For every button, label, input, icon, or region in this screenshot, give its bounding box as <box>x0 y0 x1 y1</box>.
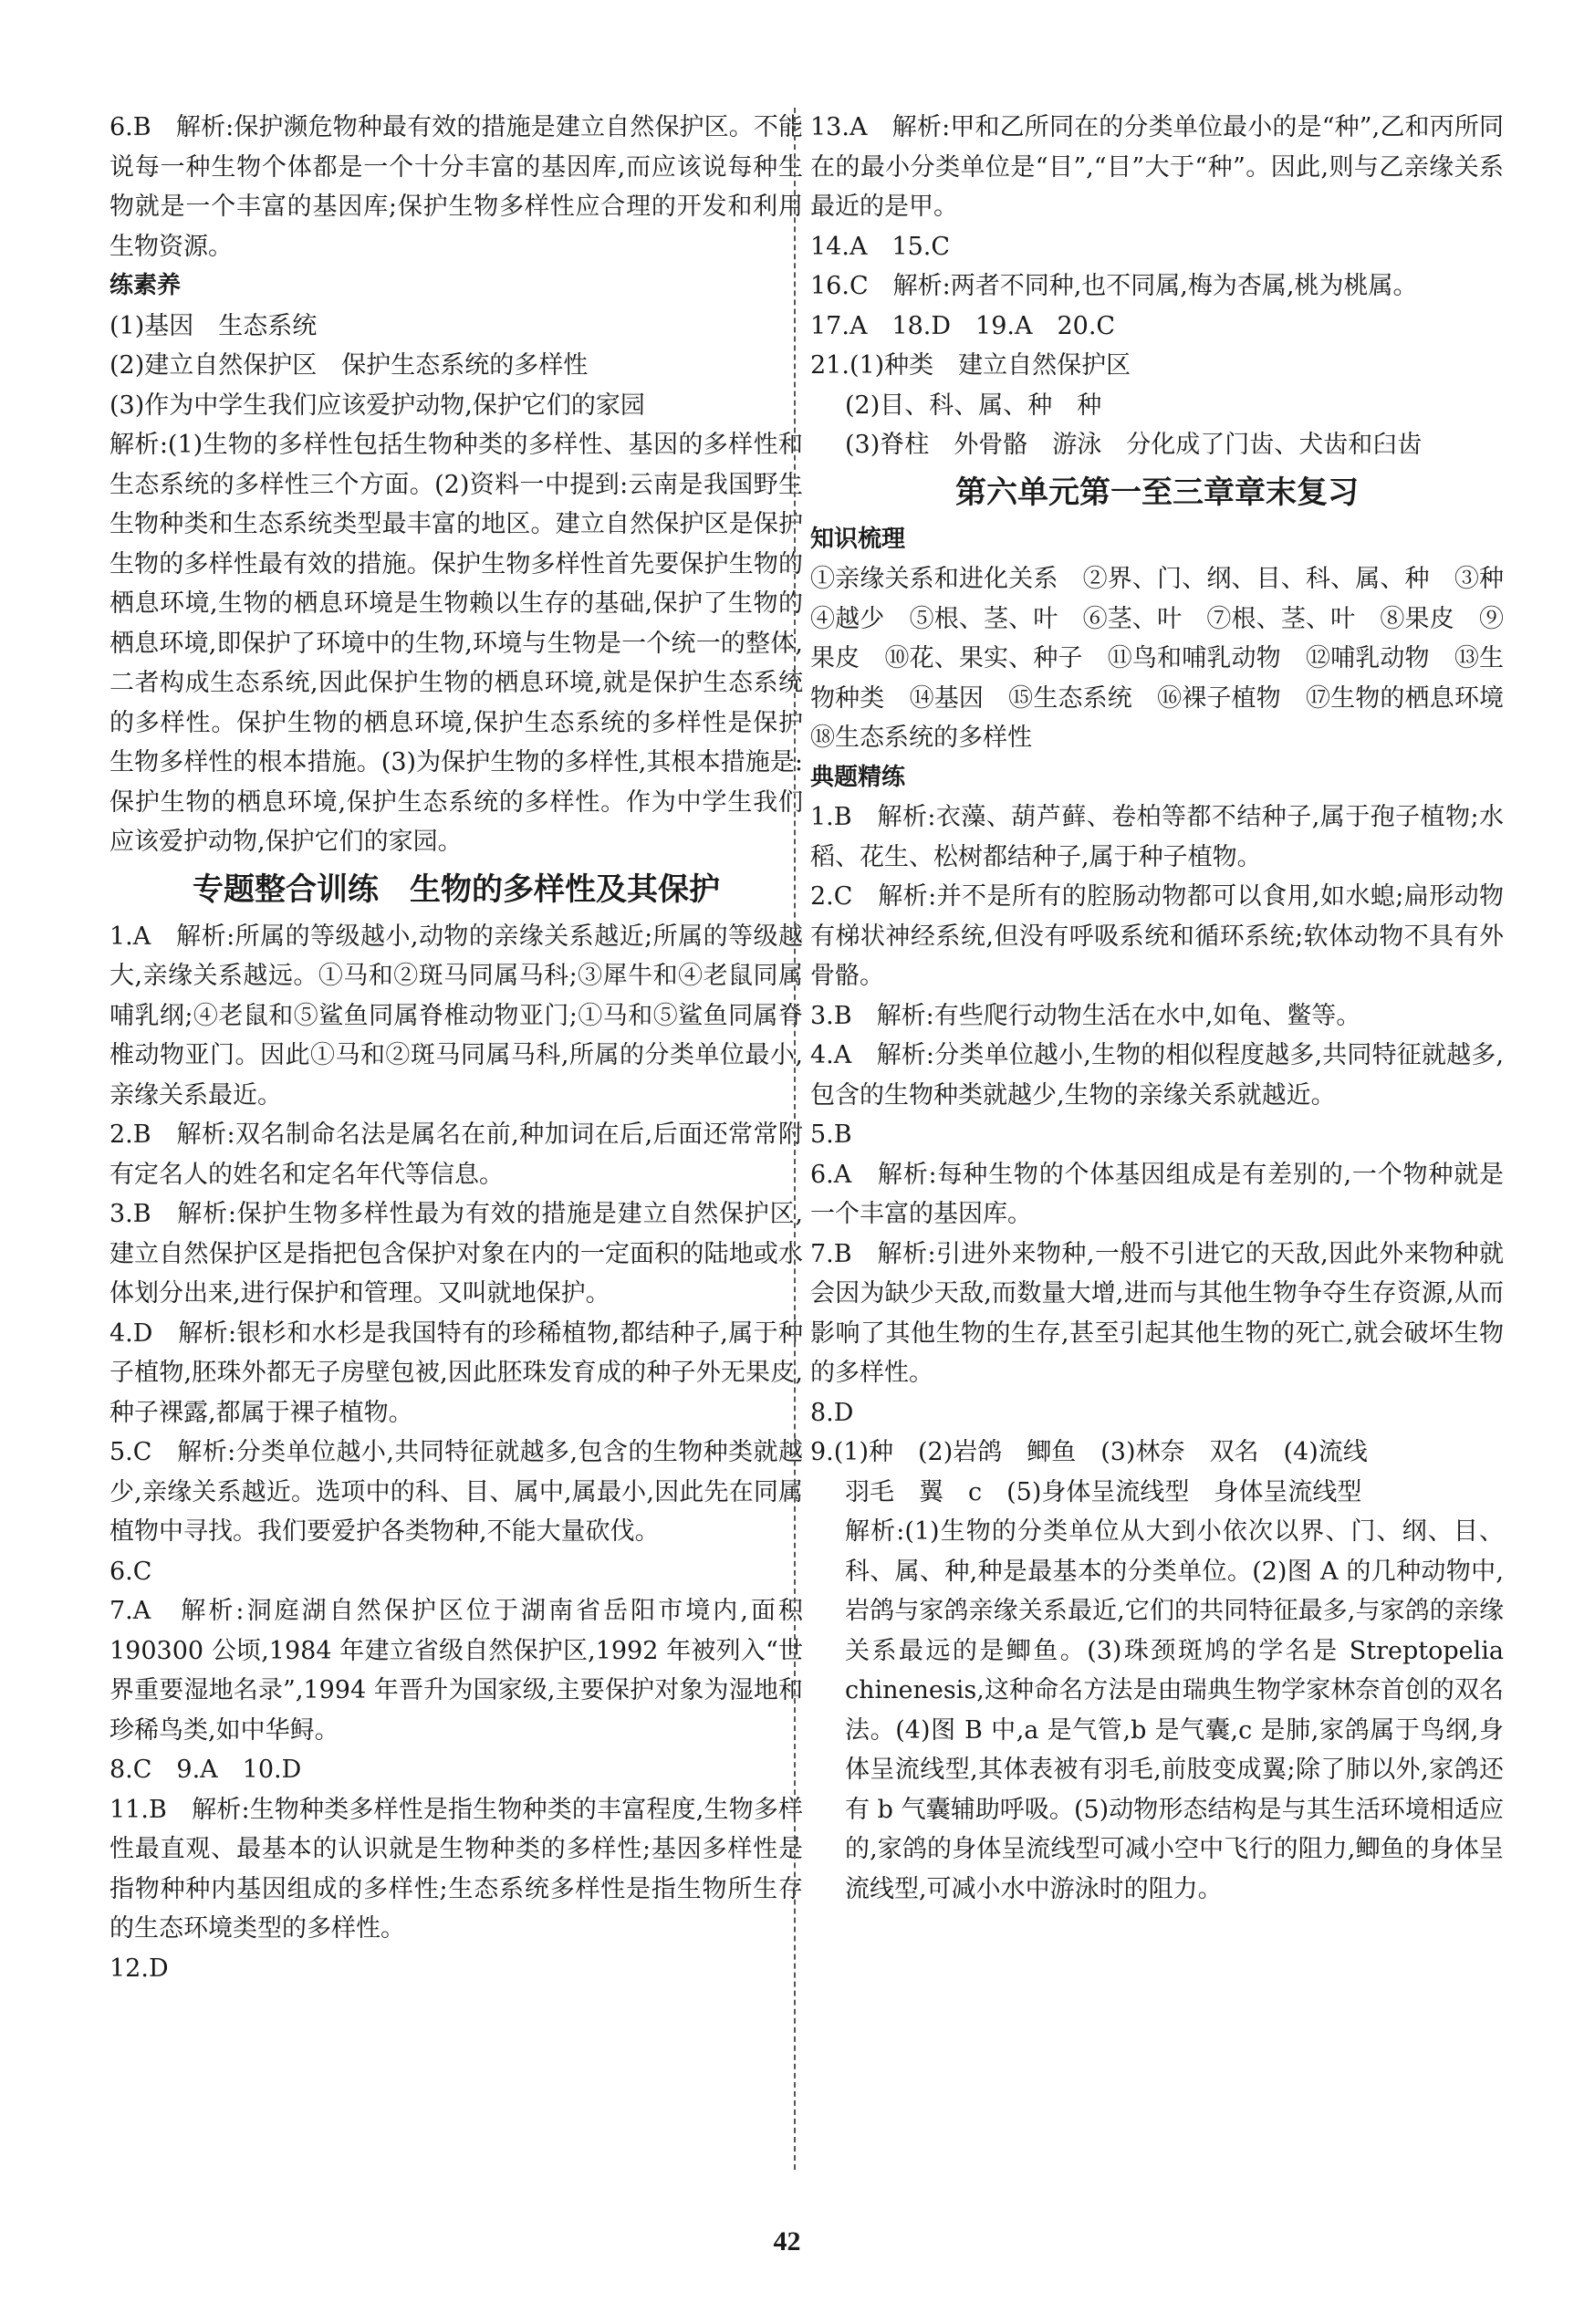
section-title: 专题整合训练 生物的多样性及其保护 <box>193 870 720 908</box>
answer-item: 8.D <box>810 1398 854 1427</box>
answer-item: 14.A 15.C <box>810 232 951 261</box>
answer-item: 6.A 解析:每种生物的个体基因组成是有差别的,一个物种就是一个丰富的基因库。 <box>810 1160 1504 1228</box>
page-number: 42 <box>773 2226 801 2256</box>
unit-title: 第六单元第一至三章章末复习 <box>955 474 1359 511</box>
answer-item: 3.B 解析:保护生物多样性最为有效的措施是建立自然保护区,建立自然保护区是指把包含保护对象在内的一定面积的陆地或水体划分出来,进行保护和管理。又叫就地保护。 <box>109 1200 803 1308</box>
answer-item: 6.C <box>109 1557 152 1586</box>
right-column <box>810 108 1528 1909</box>
answer-item: 2.B 解析:双名制命名法是属名在前,种加词在后,后面还常常附有定名人的姓名和定名年代等信息。 <box>109 1120 803 1189</box>
answer-item: 5.C 解析:分类单位越小,共同特征就越多,包含的生物种类就越少,亲缘关系越近。选项中的科、目、属中,属最小,因此先在同属植物中寻找。我们要爱护各类物种,不能大量砍伐。 <box>109 1438 803 1546</box>
answer-item: 5.B <box>810 1120 852 1149</box>
practice-answer-2: (2)建立自然保护区 保护生态系统的多样性 <box>109 351 589 380</box>
answer-item: 4.D 解析:银杉和水杉是我国特有的珍稀植物,都结种子,属于种子植物,胚珠外都无子房壁包被,因此胚珠发育成的种子外无果皮,种子裸露,都属于裸子植物。 <box>109 1318 803 1427</box>
answer-item: 2.C 解析:并不是所有的腔肠动物都可以食用,如水螅;扁形动物有梯状神经系统,但没有呼吸系统和循环系统;软体动物不具有外骨骼。 <box>810 882 1504 990</box>
answer-9-line-2: 羽毛 翼 c (5)身体呈流线型 身体呈流线型 <box>845 1477 1362 1506</box>
answer-9-line-1: 9.(1)种 (2)岩鸽 鲫鱼 (3)林奈 双名 (4)流线 <box>810 1438 1368 1466</box>
answer-item: 4.A 解析:分类单位越小,生物的相似程度越多,共同特征就越多,包含的生物种类就越少,生物的亲缘关系就越近。 <box>810 1041 1504 1110</box>
answer-item: 1.A 解析:所属的等级越小,动物的亲缘关系越近;所属的等级越大,亲缘关系越远。①马和②斑马同属马科;③犀牛和④老鼠同属哺乳纲;④老鼠和⑤鲨鱼同属脊椎动物亚门;①马和⑤鲨鱼同属脊椎动物亚门。因此①马和②斑马同属马科,所属的分类单位最小,亲缘关系最近。 <box>109 922 803 1110</box>
answer-item: 16.C 解析:两者不同种,也不同属,梅为杏属,桃为桃属。 <box>810 272 1418 300</box>
answer-item: 3.B 解析:有些爬行动物生活在水中,如龟、鳖等。 <box>810 1001 1361 1030</box>
practice-label: 典题精练 <box>810 763 906 791</box>
answer-item: 7.A 解析:洞庭湖自然保护区位于湖南省岳阳市境内,面积 190300 公顷,1984 年建立省级自然保护区,1992 年被列入“世界重要湿地名录”,1994 年晋升为国家级,主要保护对象为湿地和珍稀鸟类,如中华鲟。 <box>109 1597 803 1745</box>
answer-21-part-2: (2)目、科、属、种 种 <box>845 391 1102 420</box>
practice-answer-3: (3)作为中学生我们应该爱护动物,保护它们的家园 <box>109 391 645 420</box>
practice-answer-1: (1)基因 生态系统 <box>109 311 318 340</box>
left-column <box>109 108 803 1988</box>
answer-6: 6.B 解析:保护濒危物种最有效的措施是建立自然保护区。不能说每一种生物个体都是一个十分丰富的基因库,而应该说每种生物就是一个丰富的基因库;保护生物多样性应合理的开发和利用生物资源。 <box>109 113 803 261</box>
knowledge-label: 知识梳理 <box>810 525 906 553</box>
answer-item: 7.B 解析:引进外来物种,一般不引进它的天敌,因此外来物种就会因为缺少天敌,而数量大增,进而与其他生物争夺生存资源,从而影响了其他生物的生存,甚至引起其他生物的死亡,就会破坏生物的多样性。 <box>810 1239 1504 1387</box>
answer-21-part-1: 21.(1)种类 建立自然保护区 <box>810 351 1131 380</box>
answer-9-analysis: 解析:(1)生物的分类单位从大到小依次以界、门、纲、目、科、属、种,种是最基本的分类单位。(2)图 A 的几种动物中,岩鸽与家鸽亲缘关系最近,它们的共同特征最多,与家鸽的亲缘关系最远的是鲫鱼。(3)珠颈斑鸠的学名是 Streptopelia chinenesis,这种命名方法是由瑞典生物学家林奈首创的双名法。(4)图 B 中,a 是气管,b 是气囊,c 是肺,家鸽属于鸟纲,身体呈流线型,其体表被有羽毛,前肢变成翼;除了肺以外,家鸽还有 b 气囊辅助呼吸。(5)动物形态结构是与其生活环境相适应的,家鸽的身体呈流线型可减小空中飞行的阻力,鲫鱼的身体呈流线型,可减小水中游泳时的阻力。 <box>845 1517 1504 1903</box>
answer-21-part-3: (3)脊柱 外骨骼 游泳 分化成了门齿、犬齿和臼齿 <box>845 431 1423 459</box>
answer-item: 1.B 解析:衣藻、葫芦藓、卷柏等都不结种子,属于孢子植物;水稻、花生、松树都结种子,属于种子植物。 <box>810 803 1504 871</box>
practice-label: 练素养 <box>109 272 182 299</box>
knowledge-text: ①亲缘关系和进化关系 ②界、门、纲、目、科、属、种 ③种 ④越少 ⑤根、茎、叶 ⑥茎、叶 ⑦根、茎、叶 ⑧果皮 ⑨果皮 ⑩花、果实、种子 ⑪鸟和哺乳动物 ⑫哺乳动物 ⑬生物种类 ⑭基因 ⑮生态系统 ⑯裸子植物 ⑰生物的栖息环境 ⑱生态系统的多样性 <box>810 565 1528 752</box>
answer-item: 17.A 18.D 19.A 20.C <box>810 311 1116 340</box>
practice-analysis: 解析:(1)生物的多样性包括生物种类的多样性、基因的多样性和生态系统的多样性三个方面。(2)资料一中提到:云南是我国野生生物种类和生态系统类型最丰富的地区。建立自然保护区是保护生物的多样性最有效的措施。保护生物多样性首先要保护生物的栖息环境,生物的栖息环境是生物赖以生存的基础,保护了生物的栖息环境,即保护了环境中的生物,环境与生物是一个统一的整体,二者构成生态系统,因此保护生物的栖息环境,就是保护生态系统的多样性。保护生物的栖息环境,保护生态系统的多样性是保护生物多样性的根本措施。(3)为保护生物的多样性,其根本措施是:保护生物的栖息环境,保护生态系统的多样性。作为中学生我们应该爱护动物,保护它们的家园。 <box>109 431 803 856</box>
answer-item: 12.D <box>109 1954 169 1983</box>
answer-item: 8.C 9.A 10.D <box>109 1756 302 1784</box>
answer-item: 11.B 解析:生物种类多样性是指生物种类的丰富程度,生物多样性最直观、最基本的认识就是生物种类的多样性;基因多样性是指物种种内基因组成的多样性;生态系统多样性是指生物所生存的生态环境类型的多样性。 <box>109 1795 803 1943</box>
column-divider <box>794 108 796 2170</box>
answer-item: 13.A 解析:甲和乙所同在的分类单位最小的是“种”,乙和丙所同在的最小分类单位是“目”,“目”大于“种”。因此,则与乙亲缘关系最近的是甲。 <box>810 113 1504 221</box>
